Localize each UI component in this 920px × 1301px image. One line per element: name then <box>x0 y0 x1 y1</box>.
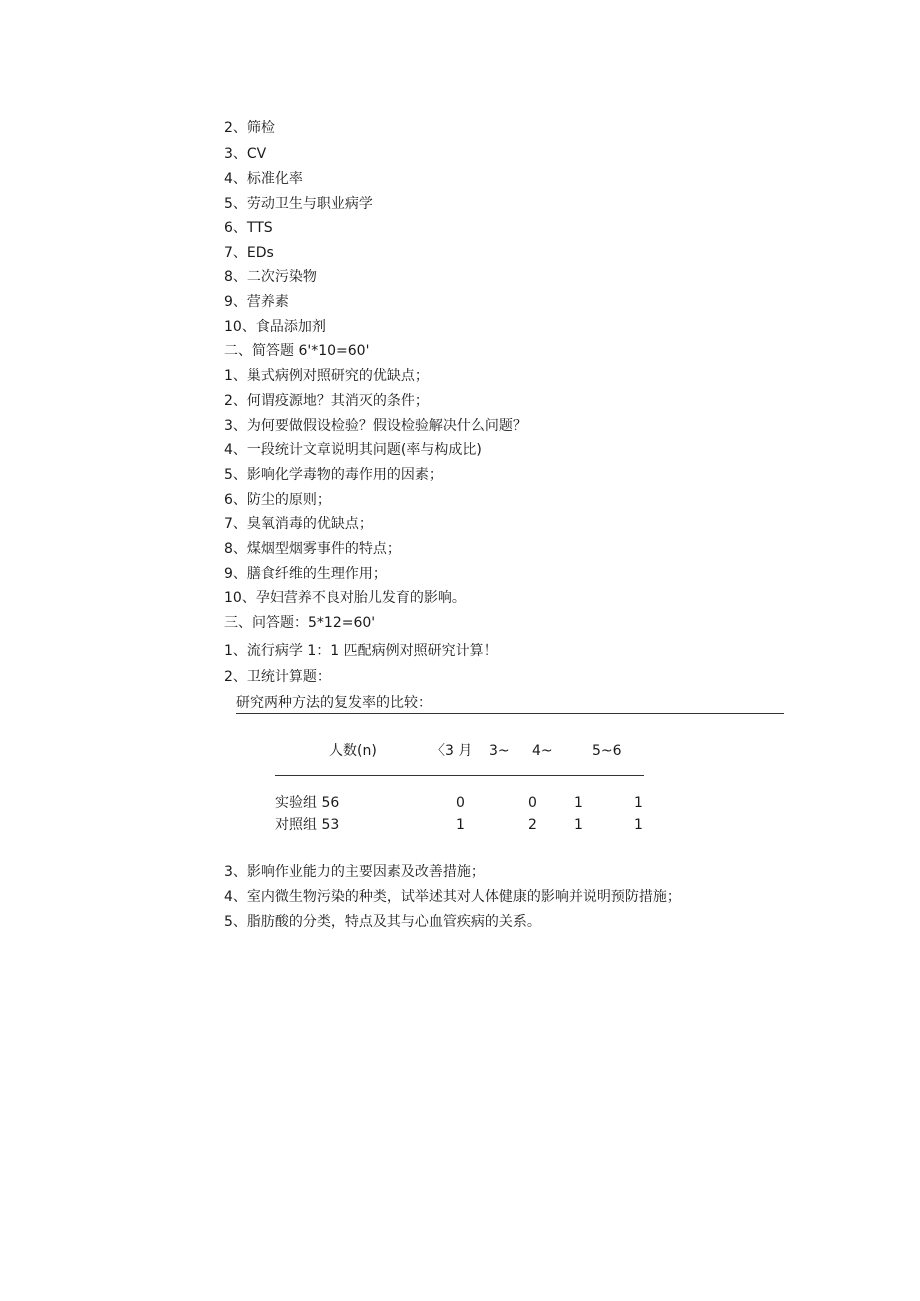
term-item: 4、标准化率 <box>224 171 303 187</box>
question-item: 5、脂肪酸的分类，特点及其与心血管疾病的关系。 <box>224 914 541 930</box>
question-item: 4、室内微生物污染的种类，试举述其对人体健康的影响并说明预防措施； <box>224 889 681 905</box>
term-item: 5、劳动卫生与职业病学 <box>224 196 373 212</box>
table-cell: 1 <box>574 817 583 833</box>
question-item: 2、何谓疫源地？其消灭的条件； <box>224 393 429 409</box>
question-item: 3、影响作业能力的主要因素及改善措施； <box>224 864 485 880</box>
question-item: 1、巢式病例对照研究的优缺点； <box>224 368 429 384</box>
term-item: 9、营养素 <box>224 294 289 310</box>
question-item: 1、流行病学 1：1 匹配病例对照研究计算！ <box>224 643 498 659</box>
table-header-cell: 人数(n) <box>329 743 377 759</box>
table-header-cell: 4~ <box>532 743 553 759</box>
table-header-cell: 〈3 月 <box>431 743 473 759</box>
table-header-cell: 3~ <box>489 743 510 759</box>
section-heading: 三、问答题：5*12=60' <box>224 615 376 631</box>
question-item: 7、臭氧消毒的优缺点； <box>224 516 373 532</box>
term-item: 8、二次污染物 <box>224 269 317 285</box>
question-item: 10、孕妇营养不良对胎儿发育的影响。 <box>224 590 466 606</box>
question-item: 6、防尘的原则； <box>224 492 331 508</box>
question-item: 9、膳食纤维的生理作用； <box>224 566 387 582</box>
question-item: 5、影响化学毒物的毒作用的因素； <box>224 467 443 483</box>
table-caption: 研究两种方法的复发率的比较： <box>236 694 784 714</box>
term-item: 6、TTS <box>224 220 273 236</box>
table-cell: 0 <box>456 795 465 811</box>
question-item: 4、一段统计文章说明其问题(率与构成比) <box>224 442 482 458</box>
table-cell: 1 <box>456 817 465 833</box>
term-item: 10、食品添加剂 <box>224 319 326 335</box>
question-item: 8、煤烟型烟雾事件的特点； <box>224 541 401 557</box>
section-heading: 二、简答题 6'*10=60' <box>224 343 370 359</box>
table-cell: 0 <box>528 795 537 811</box>
term-item: 3、CV <box>224 146 267 162</box>
table-divider <box>275 775 644 776</box>
row-label: 对照组 53 <box>275 817 340 833</box>
table-cell: 1 <box>634 795 643 811</box>
table-cell: 1 <box>574 795 583 811</box>
term-item: 7、EDs <box>224 245 274 261</box>
question-item: 2、卫统计算题： <box>224 669 331 685</box>
table-header-cell: 5~6 <box>592 743 622 759</box>
table-cell: 2 <box>528 817 537 833</box>
term-item: 2、筛检 <box>224 120 275 136</box>
question-item: 3、为何要做假设检验？假设检验解决什么问题？ <box>224 418 527 434</box>
row-label: 实验组 56 <box>275 795 340 811</box>
table-cell: 1 <box>634 817 643 833</box>
